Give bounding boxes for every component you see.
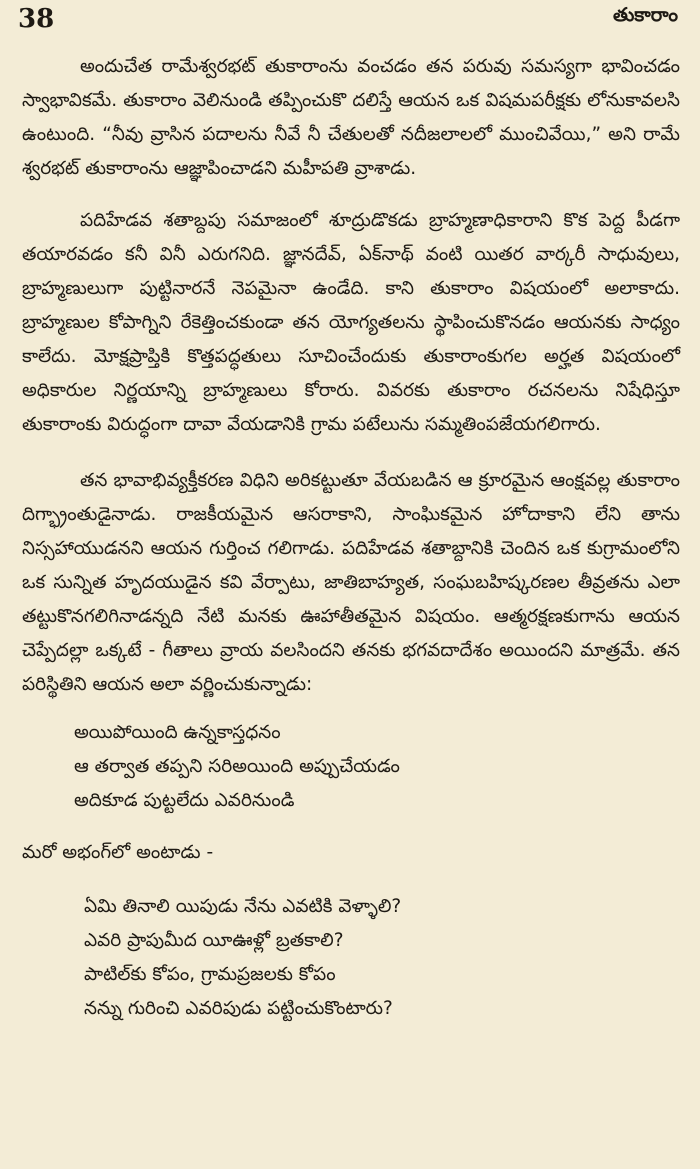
verse-intro-line: మరో అభంగ్‌లో అంటాడు - bbox=[22, 842, 214, 863]
paragraph-2: పదిహేడవ శతాబ్దపు సమాజంలో శూద్రుడొకడు బ్రాహ్మణాధికారాని కొక పెద్ద పీడగా తయారవడం కనీ వినీ ఎరుగనిది. జ్ఞానదేవ్, ఏక్‌నాథ్ వంటి యితర వార్కరీ సాధువులు, బ్రాహ్మణులుగా పుట్టినారనే నెపమైనా ఉండేది. కాని తుకారాం విషయంలో అలాకాదు. బ్రాహ్మణుల కోపాగ్నిని రేకెత్తించకుండా తన యోగ్యతలను స్థాపించుకొనడం ఆయనకు సాధ్యం కాలేదు. మోక్షప్రాప్తికి కొత్తపద్ధతులు సూచించేందుకు తుకారాంకుగల అర్హత విషయంలో అధికారుల నిర్ణయాన్ని బ్రాహ్మణులు కోరారు. వివరకు తుకారాం రచనలను నిషేధిస్తూ తుకారాంకు విరుద్ధంగా దావా వేయడానికి గ్రామ పటేలును సమ్మతింపజేయగలిగారు. bbox=[22, 210, 680, 435]
running-head: తుకారాం bbox=[612, 4, 678, 26]
verse-line: అదికూడ పుట్టలేదు ఎవరినుండి bbox=[74, 790, 295, 811]
verse-block-2 bbox=[22, 890, 680, 1026]
paragraph-1: అందుచేత రామేశ్వరభట్ తుకారాంను వంచడం తన పరువు సమస్యగా భావించడం స్వాభావికమే. తుకారాం వెలినుండి తప్పించుకొ దలిస్తే ఆయన ఒక విషమపరీక్షకు లోనుకావలసి ఉంటుంది. “నీవు వ్రాసిన పదాలను నీవే నీ చేతులతో నదీజలాలలో ముంచివేయి,” అని రామే శ్వరభట్ తుకారాంను ఆజ్ఞాపించాడని మహీపతి వ్రాశాడు. bbox=[22, 56, 680, 179]
verse-line: ఆ తర్వాత తప్పని సరిఅయింది అప్పుచేయడం bbox=[74, 756, 400, 777]
page-header bbox=[18, 2, 678, 36]
page-body bbox=[22, 50, 680, 1026]
verse-line: ఏమి తినాలి యిపుడు నేను ఎవటికి వెళ్ళాలి? bbox=[84, 896, 402, 917]
verse-block-1 bbox=[22, 716, 680, 818]
verse-line: పాటిల్‌కు కోపం, గ్రామప్రజలకు కోపం bbox=[84, 964, 336, 985]
verse-line: అయిపోయింది ఉన్నకాస్తధనం bbox=[74, 722, 281, 743]
page-number: 38 bbox=[18, 4, 55, 34]
verse-line: ఎవరి ప్రాపుమీద యీఊళ్లో బ్రతకాలి? bbox=[84, 930, 344, 951]
verse-line: నన్ను గురించి ఎవరిపుడు పట్టించుకొంటారు? bbox=[84, 998, 393, 1019]
paragraph-3: తన భావాభివ్యక్తీకరణ విధిని అరికట్టుతూ వేయబడిన ఆ క్రూరమైన ఆంక్షవల్ల తుకారాం దిగ్భ్రాంతుడైనాడు. రాజకీయమైన ఆసరాకాని, సాంఘికమైన హోదాకాని లేని తాను నిస్సహాయుడనని ఆయన గుర్తించ గలిగాడు. పదిహేడవ శతాబ్దానికి చెందిన ఒక కుగ్రామంలోని ఒక సున్నిత హృదయుడైన కవి వేర్పాటు, జాతిబాహ్యత, సంఘబహిష్కరణల తీవ్రతను ఎలా తట్టుకొనగలిగినాడన్నది నేటి మనకు ఊహాతీతమైన విషయం. ఆత్మరక్షణకుగాను ఆయన చెప్పేదల్లా ఒక్కటే - గీతాలు వ్రాయ వలసిందని తనకు భగవదాదేశం అయిందని మాత్రమే. తన పరిస్థితిని ఆయన అలా వర్ణించుకున్నాడు: bbox=[22, 470, 680, 695]
